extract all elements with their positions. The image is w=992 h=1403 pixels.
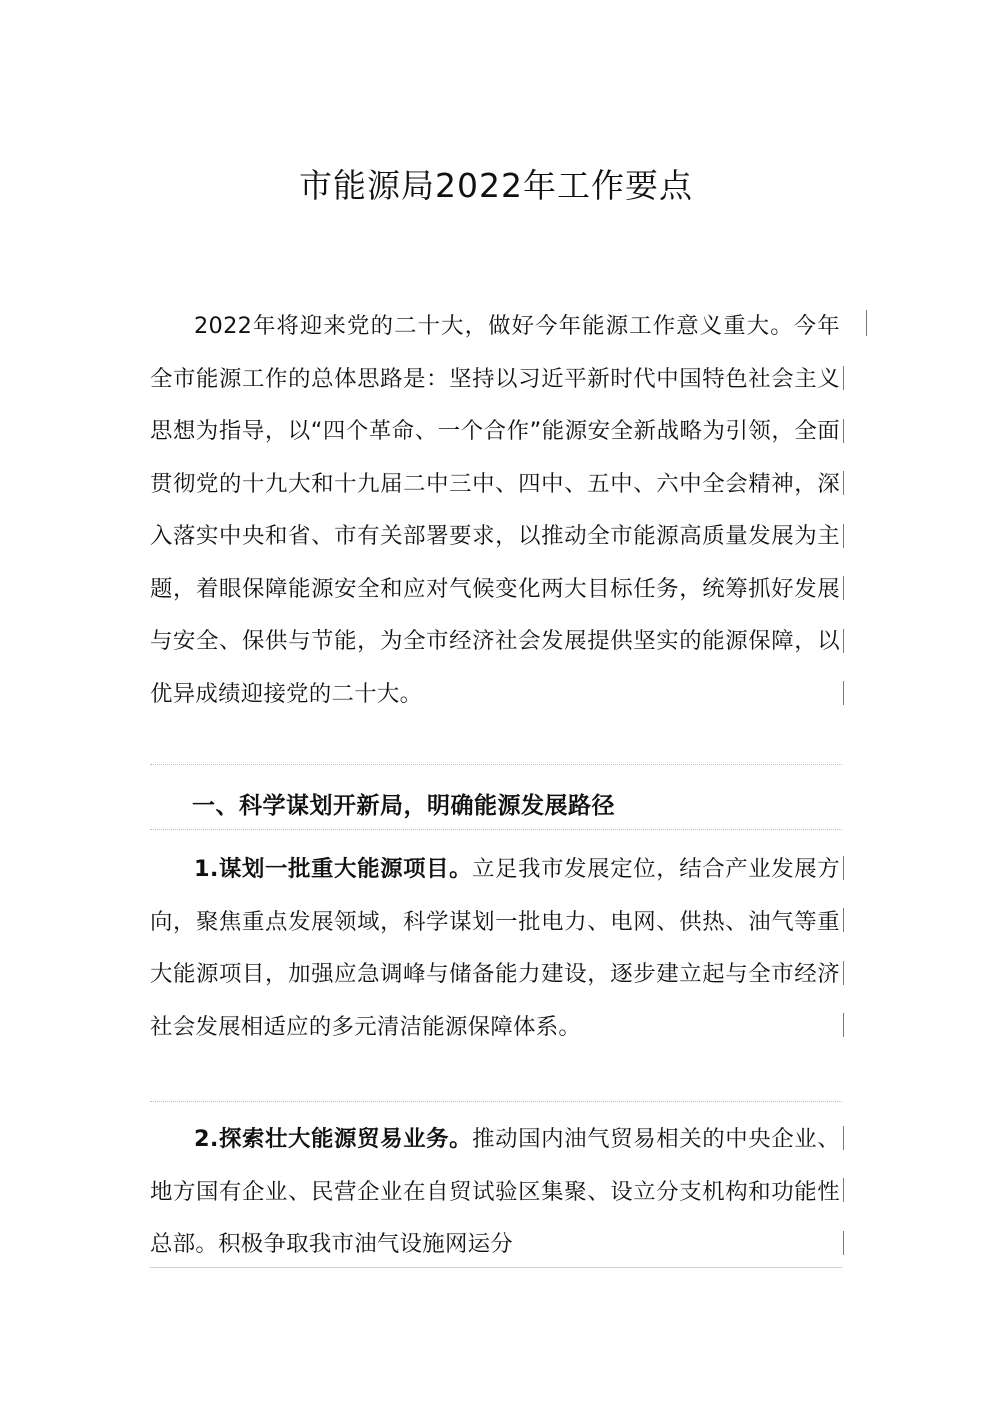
item-2-text: 推动国内油气贸易相关的中央企业、地方国有企业、民营企业在自贸试验区集聚、设立分支机构和功能性总部。积极争取我市油气设施网运分 — [150, 1126, 840, 1257]
intro-paragraph — [150, 300, 840, 720]
paragraph-divider — [150, 829, 842, 830]
edit-marker — [843, 471, 844, 495]
edit-marker — [843, 1178, 844, 1202]
edit-marker — [866, 310, 867, 336]
document-title: 市能源局2022年工作要点 — [299, 166, 693, 205]
item-1-text: 立足我市发展定位，结合产业发展方向，聚焦重点发展领域，科学谋划一批电力、电网、供热、油气等重大能源项目，加强应急调峰与储备能力建设，逐步建立起与全市经济社会发展相适应的多元清洁能源保障体系。 — [150, 856, 840, 1040]
item-2-paragraph — [150, 1113, 840, 1271]
edit-marker — [843, 1231, 844, 1255]
item-1-paragraph — [150, 843, 840, 1053]
page-bottom-rule — [150, 1267, 842, 1268]
edit-marker — [843, 576, 844, 600]
edit-marker — [843, 419, 844, 443]
item-2-lead: 2.探索壮大能源贸易业务。 — [194, 1126, 473, 1152]
intro-text: 2022年将迎来党的二十大，做好今年能源工作意义重大。今年全市能源工作的总体思路是：坚持以习近平新时代中国特色社会主义思想为指导，以“四个革命、一个合作”能源安全新战略为引领，全面贯彻党的十九大和十九届二中三中、四中、五中、六中全会精神，深入落实中央和省、市有关部署要求，以推动全市能源高质量发展为主题，着眼保障能源安全和应对气候变化两大目标任务，统筹抓好发展与安全、保供与节能，为全市经济社会发展提供坚实的能源保障，以优异成绩迎接党的二十大。 — [150, 313, 840, 707]
edit-marker — [843, 524, 844, 548]
edit-marker — [843, 1126, 844, 1150]
edit-marker — [843, 856, 844, 880]
edit-marker — [843, 366, 844, 390]
edit-marker — [843, 961, 844, 985]
edit-marker — [843, 1013, 844, 1037]
edit-marker — [843, 908, 844, 932]
edit-marker — [843, 681, 844, 705]
edit-marker — [843, 629, 844, 653]
section-heading: 一、科学谋划开新局，明确能源发展路径 — [192, 793, 615, 819]
paragraph-divider — [150, 764, 842, 765]
paragraph-divider — [150, 1101, 842, 1102]
item-1-lead: 1.谋划一批重大能源项目。 — [194, 856, 473, 882]
